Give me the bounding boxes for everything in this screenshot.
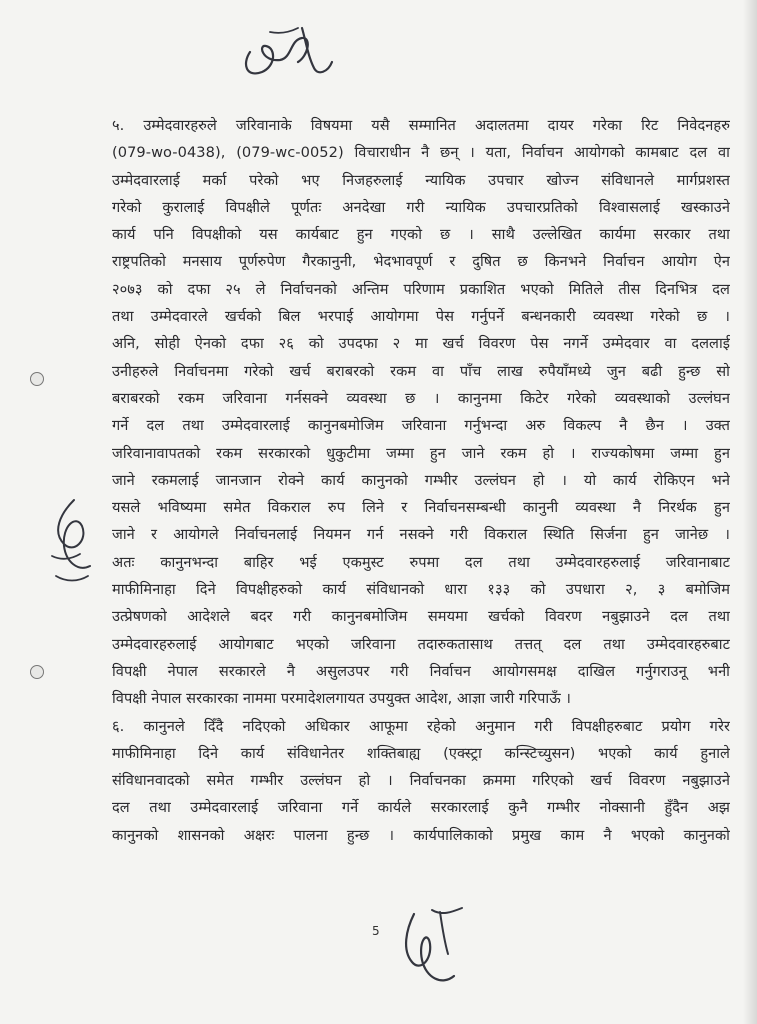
text-line: जरिवानावापतको रकम सरकारको धुकुटीमा जम्मा हुन जाने रकम हो । राज्यकोषमा जम्मा हुन [112, 444, 730, 462]
text-line: उम्मेदवारलाई मर्का परेको भए निजहरुलाई न्यायिक उपचार खोज्न संविधानले मार्गप्रशस्त [112, 171, 730, 189]
text-line: जाने र आयोगले निर्वाचनलाई नियमन गर्न नसक्ने गरी विकराल स्थिति सिर्जना हुन जानेछ । [112, 526, 730, 544]
text-line: जाने रकमलाई जानजान रोक्ने कार्य कानुनको गम्भीर उल्लंघन हो । यो कार्य रोकिएन भने [112, 471, 730, 489]
text-line: गर्ने दल तथा उम्मेदवारलाई कानुनबमोजिम जरिवाना गर्नुभन्दा अरु विकल्प नै छैन । उक्त [112, 417, 730, 435]
text-line: (079-wo-0438), (079-wc-0052) विचाराधीन नै छन् । यता, निर्वाचन आयोगको कामबाट दल वा [112, 144, 730, 162]
signature-top [232, 22, 342, 84]
text-line: दल तथा उम्मेदवारलाई जरिवाना गर्ने कार्यले सरकारलाई कुनै गम्भीर नोक्सानी हुँदैन अझ [112, 799, 730, 817]
text-line: ६. कानुनले दिँदै नदिएको अधिकार आफूमा रहेको अनुमान गरी विपक्षीहरुबाट प्रयोग गरेर [112, 717, 730, 735]
text-line: उनीहरुले निर्वाचनमा गरेको खर्च बराबरको रकम वा पाँच लाख रुपैयाँमध्ये जुन बढी हुन्छ सो [112, 362, 730, 380]
text-line: अनि, सोही ऐनको दफा २६ को उपदफा २ मा खर्च विवरण पेस नगर्ने उम्मेदवार वा दललाई [112, 335, 730, 353]
signature-margin [44, 496, 100, 588]
binder-hole [30, 665, 44, 679]
binder-hole [30, 372, 44, 386]
text-line: २०७३ को दफा २५ ले निर्वाचनको अन्तिम परिणाम प्रकाशित भएको मितिले तीस दिनभित्र दल [112, 280, 730, 298]
body-text [112, 112, 730, 849]
signature-bottom [392, 900, 472, 994]
text-line: कानुनको शासनको अक्षरः पालना हुन्छ । कार्यपालिकाको प्रमुख काम नै भएको कानुनको [112, 826, 730, 844]
text-line: संविधानवादको समेत गम्भीर उल्लंघन हो । निर्वाचनका क्रममा गरिएको खर्च विवरण नबुझाउने [112, 772, 730, 790]
page-edge-shadow [743, 0, 757, 1024]
page-number: 5 [372, 924, 380, 938]
text-line: विपक्षी नेपाल सरकारले नै असुलउपर गरी निर्वाचन आयोगसमक्ष दाखिल गर्नुगराउनू भनी [112, 662, 730, 680]
text-line: उम्मेदवारहरुलाई आयोगबाट भएको जरिवाना तदारुकतासाथ तत्तत् दल तथा उम्मेदवारहरुबाट [112, 635, 730, 653]
text-line: विपक्षी नेपाल सरकारका नाममा परमादेशलगायत उपयुक्त आदेश, आज्ञा जारी गरिपाऊँ । [112, 690, 571, 708]
text-line: यसले भविष्यमा समेत विकराल रुप लिने र निर्वाचनसम्बन्धी कानुनी व्यवस्था नै निरर्थक हुन [112, 499, 730, 517]
text-line: तथा उम्मेदवारले खर्चको बिल भरपाई आयोगमा पेस गर्नुपर्ने बन्धनकारी व्यवस्था गरेको छ । [112, 308, 730, 326]
text-line: उत्प्रेषणको आदेशले बदर गरी कानुनबमोजिम समयमा खर्चको विवरण नबुझाउने दल तथा [112, 608, 730, 626]
text-line: बराबरको रकम जरिवाना गर्नसक्ने व्यवस्था छ । कानुनमा किटेर गरेको व्यवस्थाको उल्लंघन [112, 389, 730, 407]
text-line: गरेको कुरालाई विपक्षीले पूर्णतः अनदेखा गरी न्यायिक उपचारप्रतिको विश्वासलाई खस्काउने [112, 198, 730, 216]
text-line: माफीमिनाहा दिने विपक्षीहरुको कार्य संविधानको धारा १३३ को उपधारा २, ३ बमोजिम [112, 581, 730, 599]
text-line: अतः कानुनभन्दा बाहिर भई एकमुस्ट रुपमा दल तथा उम्मेदवारहरुलाई जरिवानाबाट [112, 553, 730, 571]
text-line: राष्ट्रपतिको मनसाय पूर्णरुपेण गैरकानुनी, भेदभावपूर्ण र दुषित छ किनभने निर्वाचन आयोग ऐन [112, 253, 730, 271]
text-line: कार्य पनि विपक्षीको यस कार्यबाट हुन गएको छ । साथै उल्लेखित कार्यमा सरकार तथा [112, 226, 730, 244]
text-line: ५. उम्मेदवारहरुले जरिवानाके विषयमा यसै सम्मानित अदालतमा दायर गरेका रिट निवेदनहरु [112, 117, 730, 134]
text-line: माफीमिनाहा दिने कार्य संविधानेतर शक्तिबाह्य (एक्स्ट्रा कन्स्टिच्युसन) भएको कार्य हुनाले [112, 744, 730, 762]
